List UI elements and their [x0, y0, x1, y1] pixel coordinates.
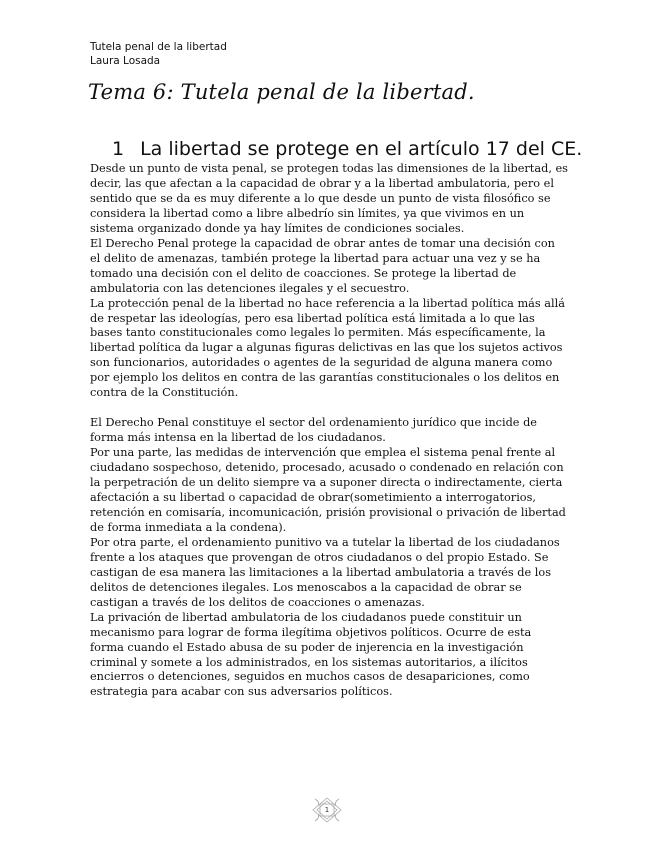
paragraph-spacer: [90, 401, 568, 416]
paragraph: El Derecho Penal protege la capacidad de obrar antes de tomar una decisión con el delito de amenazas, también protege la libertad para actuar una vez y se ha tomado una decisión con el delito de coacciones. Se protege la libertad de ambulatoria con las detenciones ilegales y el secuestro.: [90, 236, 555, 295]
page-title: Tema 6: Tutela penal de la libertad.: [88, 80, 475, 104]
section-number: 1: [112, 138, 125, 160]
paragraph: Por otra parte, el ordenamiento punitivo va a tutelar la libertad de los ciudadanos frente a los ataques que provengan de otros ciudadanos o del propio Estado. Se castigan de esa manera las limitaciones a la libertad ambulatoria a través de los delitos de detenciones ilegales. Los menoscabos a la capacidad de obrar se castigan a través de los delitos de coacciones o amenazas.: [90, 535, 560, 609]
paragraph: Desde un punto de vista penal, se protegen todas las dimensiones de la libertad, es decir, las que afectan a la capacidad de obrar y a la libertad ambulatoria, pero el sentido que se da es muy diferente a lo que desde un punto de vista filosófico se considera la libertad como a libre albedrío sin límites, ya que vivimos en un sistema organizado donde ya hay límites de condiciones sociales.: [90, 162, 568, 235]
paragraph: Por una parte, las medidas de intervención que emplea el sistema penal frente al ciudadano sospechoso, detenido, procesado, acusado o condenado en relación con la perpetración de un delito siempre va a suponer directa o indirectamente, cierta afectación a su libertad o capacidad de obrar(sometimiento a interrogatorios, retención en comisaría, incomunicación, prisión provisional o privación de libertad de forma inmediata a la condena).: [90, 446, 566, 534]
header-document-title: Tutela penal de la libertad: [90, 41, 227, 53]
running-header: [90, 40, 227, 68]
paragraph: La privación de libertad ambulatoria de los ciudadanos puede constituir un mecanismo para lograr de forma ilegítima objetivos políticos. Ocurre de esta forma cuando el Estado abusa de su poder de injerencia en la investigación criminal y somete a los administrados, en los sistemas autoritarios, a ilícitos encierros o detenciones, seguidos en muchos casos de desapariciones, como estrategia para acabar con sus adversarios políticos.: [90, 610, 532, 699]
paragraph: El Derecho Penal constituye el sector del ordenamiento jurídico que incide de forma más intensa en la libertad de los ciudadanos.: [90, 416, 537, 445]
section-heading-text: La libertad se protege en el artículo 17 del CE.: [140, 138, 583, 160]
header-author: Laura Losada: [90, 55, 161, 67]
page-number: 1: [324, 806, 330, 814]
section-heading: [112, 138, 582, 160]
document-body: [90, 162, 568, 700]
page-footer: [312, 797, 342, 823]
paragraph: La protección penal de la libertad no hace referencia a la libertad política más allá de respetar las ideologías, pero esa libertad política está limitada a lo que las bases tanto constitucionales como legales lo permiten. Más específicamente, la libertad política da lugar a algunas figuras delictivas en las que los sujetos activos son funcionarios, autoridades o agentes de la seguridad de alguna manera como por ejemplo los delitos en contra de las garantías constitucionales o los delitos en contra de la Constitución.: [90, 296, 566, 400]
